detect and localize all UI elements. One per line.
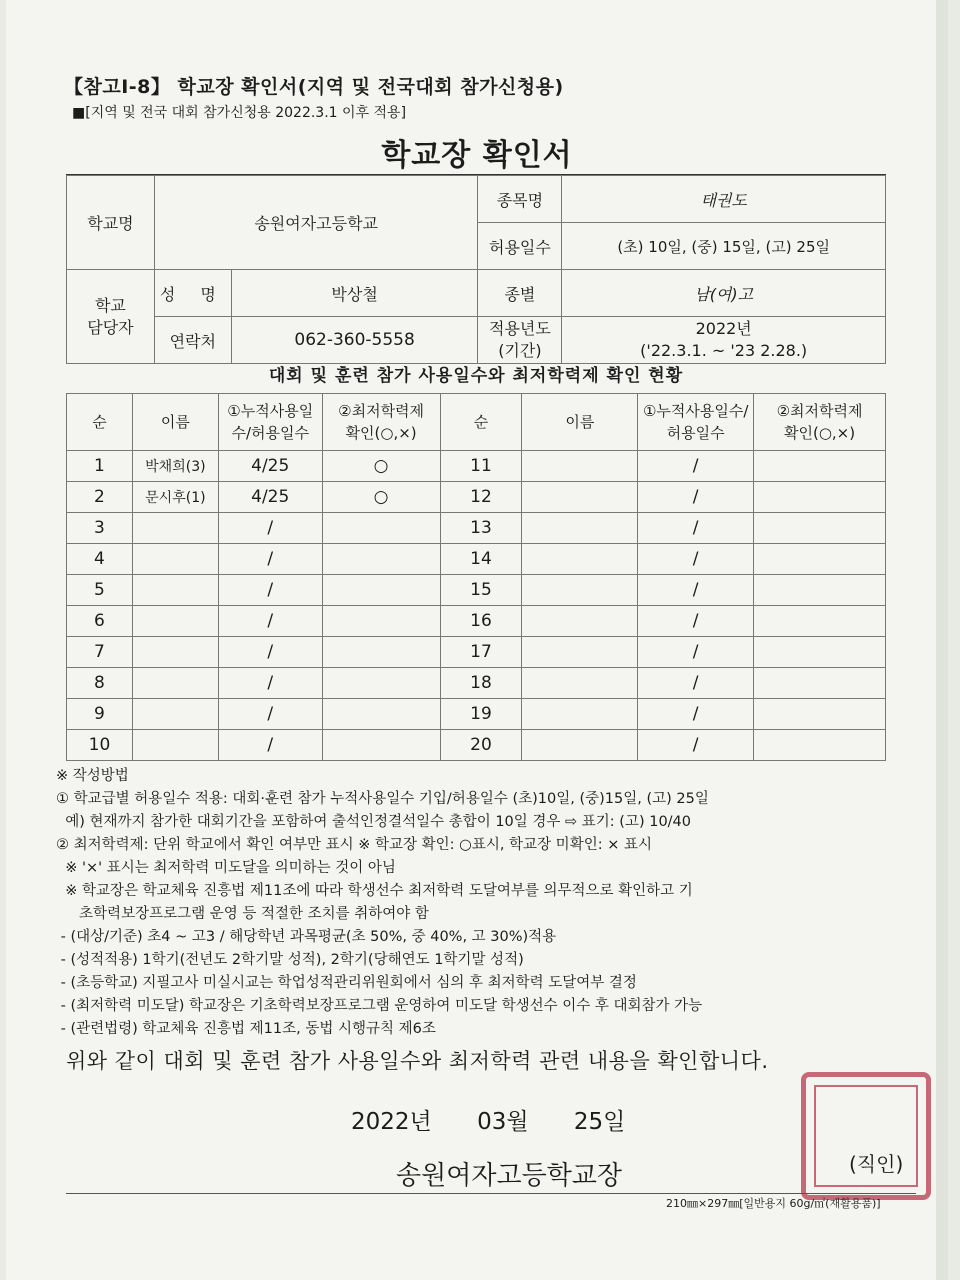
instruction-line: 초학력보장프로그램 운영 등 적절한 조치를 취하여야 함: [56, 906, 429, 922]
cell-check: [322, 637, 440, 668]
cell-days2: /: [638, 606, 754, 637]
cell-name2: [522, 606, 638, 637]
cell-name2: [522, 575, 638, 606]
cell-name: [132, 513, 218, 544]
cell-name2: [522, 668, 638, 699]
cell-check: [322, 668, 440, 699]
instruction-line: ※ 학교장은 학교체육 진흥법 제11조에 따라 학생선수 최저학력 도달여부를 의무적으로 확인하고 기: [56, 883, 693, 899]
cell-check2: [754, 606, 886, 637]
cell-days2: /: [638, 575, 754, 606]
allowed-days-value: (초) 10일, (중) 15일, (고) 25일: [562, 223, 886, 270]
cell-name2: [522, 513, 638, 544]
event-value: 태권도: [562, 176, 886, 223]
cell-check: [322, 699, 440, 730]
header-days-2: ①누적사용일수/ 허용일수: [638, 394, 754, 451]
reference-header: 【참고Ⅰ-8】 학교장 확인서(지역 및 전국대회 참가신청용): [64, 76, 564, 98]
cell-no: 10: [67, 730, 133, 761]
table-row: [67, 544, 886, 575]
table-row: [67, 699, 886, 730]
cell-name2: [522, 451, 638, 482]
cell-days: /: [218, 513, 322, 544]
cell-name2: [522, 637, 638, 668]
cell-check2: [754, 544, 886, 575]
cell-no: 1: [67, 451, 133, 482]
cell-days: /: [218, 544, 322, 575]
cell-name2: [522, 699, 638, 730]
cell-days: /: [218, 730, 322, 761]
info-table: [66, 175, 886, 364]
name-value: 박상철: [231, 270, 478, 317]
cell-check: ○: [322, 482, 440, 513]
seal-label: (직인): [849, 1152, 904, 1176]
cell-name2: [522, 544, 638, 575]
page-edge: [936, 0, 948, 1280]
cell-no2: 12: [440, 482, 522, 513]
table-row: [67, 668, 886, 699]
paper-spec-footer: 210㎜×297㎜[일반용지 60g/㎡(재활용품)]: [666, 1197, 881, 1210]
school-value: 송원여자고등학교: [154, 176, 478, 270]
cell-no: 7: [67, 637, 133, 668]
document-title: 학교장 확인서: [381, 138, 573, 173]
cell-name: [132, 575, 218, 606]
cell-no2: 19: [440, 699, 522, 730]
cell-name2: [522, 730, 638, 761]
scope-note: ■[지역 및 전국 대회 참가신청용 2022.3.1 이후 적용]: [72, 105, 407, 121]
instruction-line: - (관련법령) 학교체육 진흥법 제11조, 동법 시행규칙 제6조: [56, 1021, 436, 1037]
cell-no: 9: [67, 699, 133, 730]
cell-days2: /: [638, 637, 754, 668]
header-days: ①누적사용일 수/허용일수: [218, 394, 322, 451]
cell-no2: 11: [440, 451, 522, 482]
cell-name: [132, 637, 218, 668]
cell-days2: /: [638, 513, 754, 544]
usage-table: [66, 393, 886, 761]
cell-check: ○: [322, 451, 440, 482]
cell-days: /: [218, 668, 322, 699]
cell-days2: /: [638, 451, 754, 482]
allowed-days-label: 허용일수: [478, 223, 562, 270]
header-name-2: 이름: [522, 394, 638, 451]
instruction-line: ※ '×' 표시는 최저학력 미도달을 의미하는 것이 아님: [56, 860, 396, 876]
cell-check: [322, 606, 440, 637]
cell-days: /: [218, 575, 322, 606]
instruction-line: - (최저학력 미도달) 학교장은 기초학력보장프로그램 운영하여 미도달 학생선수 이수 후 대회참가 가능: [56, 998, 703, 1014]
year-cell: [562, 317, 886, 364]
cell-name: [132, 699, 218, 730]
cell-no: 4: [67, 544, 133, 575]
cell-days: /: [218, 637, 322, 668]
table-subtitle: 대회 및 훈련 참가 사용일수와 최저학력제 확인 현황: [268, 366, 684, 386]
cell-no: 2: [67, 482, 133, 513]
date-year: 2022년: [351, 1109, 432, 1135]
table-row: [67, 451, 886, 482]
contact-value: 062-360-5558: [231, 317, 478, 364]
cell-days2: /: [638, 668, 754, 699]
cell-no: 5: [67, 575, 133, 606]
header-check: ②최저학력제 확인(○,×): [322, 394, 440, 451]
header-no-2: 순: [440, 394, 522, 451]
year-value: 2022년: [695, 319, 752, 338]
instruction-line: ② 최저학력제: 단위 학교에서 확인 여부만 표시 ※ 학교장 확인: ○표시, 학교장 미확인: × 표시: [56, 837, 652, 853]
table-row: [67, 575, 886, 606]
contact-label: 연락처: [154, 317, 231, 364]
cell-no2: 14: [440, 544, 522, 575]
cell-check: [322, 730, 440, 761]
cell-no2: 16: [440, 606, 522, 637]
cell-name: 박채희(3): [132, 451, 218, 482]
cell-no2: 17: [440, 637, 522, 668]
name-label: 성 명: [154, 270, 231, 317]
cell-check2: [754, 637, 886, 668]
cell-days: /: [218, 699, 322, 730]
instruction-line: - (초등학교) 지필고사 미실시교는 학업성적관리위원회에서 심의 후 최저학력 도달여부 결정: [56, 975, 637, 991]
gender-label: 종별: [478, 270, 562, 317]
cell-days: /: [218, 606, 322, 637]
instruction-line: - (대상/기준) 초4 ~ 고3 / 해당학년 과목평균(초 50%, 중 40%, 고 30%)적용: [56, 929, 557, 945]
table-row: [67, 730, 886, 761]
instruction-line: ※ 작성방법: [56, 768, 129, 784]
date-day: 25일: [573, 1109, 626, 1135]
cell-name: [132, 544, 218, 575]
instruction-line: 예) 현재까지 참가한 대회기간을 포함하여 출석인정결석일수 총합이 10일 경우 ⇨ 표기: (고) 10/40: [56, 814, 692, 830]
cell-check: [322, 544, 440, 575]
cell-days2: /: [638, 482, 754, 513]
cell-name: [132, 606, 218, 637]
cell-name: [132, 668, 218, 699]
writing-instructions: [56, 765, 916, 1041]
cell-no2: 18: [440, 668, 522, 699]
confirmation-statement: 위와 같이 대회 및 훈련 참가 사용일수와 최저학력 관련 내용을 확인합니다.: [66, 1049, 769, 1073]
table-row: [67, 482, 886, 513]
cell-check2: [754, 575, 886, 606]
cell-check2: [754, 482, 886, 513]
header-name: 이름: [132, 394, 218, 451]
cell-name: 문시후(1): [132, 482, 218, 513]
school-label: 학교명: [67, 176, 155, 270]
table-row: [67, 513, 886, 544]
cell-check2: [754, 451, 886, 482]
cell-check2: [754, 513, 886, 544]
gender-value: 남(여)고: [562, 270, 886, 317]
document-page: [6, 0, 948, 1280]
cell-days2: /: [638, 730, 754, 761]
cell-name: [132, 730, 218, 761]
official-seal-stamp: [801, 1072, 931, 1200]
cell-no2: 15: [440, 575, 522, 606]
instruction-line: - (성적적용) 1학기(전년도 2학기말 성적), 2학기(당해연도 1학기말 성적): [56, 952, 524, 968]
principal-signature: 송원여자고등학교장: [396, 1161, 623, 1191]
cell-days: 4/25: [218, 451, 322, 482]
cell-no: 3: [67, 513, 133, 544]
header-no: 순: [67, 394, 133, 451]
year-label: 적용년도 (기간): [478, 317, 562, 364]
cell-check2: [754, 699, 886, 730]
cell-no: 6: [67, 606, 133, 637]
cell-check: [322, 513, 440, 544]
staff-label: 학교 담당자: [67, 270, 155, 364]
cell-no: 8: [67, 668, 133, 699]
cell-days2: /: [638, 544, 754, 575]
period-value: ('22.3.1. ~ '23 2.28.): [640, 341, 808, 360]
event-label: 종목명: [478, 176, 562, 223]
cell-no2: 20: [440, 730, 522, 761]
bottom-rule: [66, 1193, 916, 1194]
cell-no2: 13: [440, 513, 522, 544]
cell-name2: [522, 482, 638, 513]
instruction-line: ① 학교급별 허용일수 적용: 대회·훈련 참가 누적사용일수 기입/허용일수 (초)10일, (중)15일, (고) 25일: [56, 791, 709, 807]
cell-check: [322, 575, 440, 606]
cell-check2: [754, 730, 886, 761]
table-row: [67, 606, 886, 637]
date-month: 03월: [477, 1109, 529, 1135]
cell-days2: /: [638, 699, 754, 730]
table-row: [67, 637, 886, 668]
cell-check2: [754, 668, 886, 699]
header-check-2: ②최저학력제 확인(○,×): [754, 394, 886, 451]
cell-days: 4/25: [218, 482, 322, 513]
signing-date: [351, 1103, 663, 1136]
